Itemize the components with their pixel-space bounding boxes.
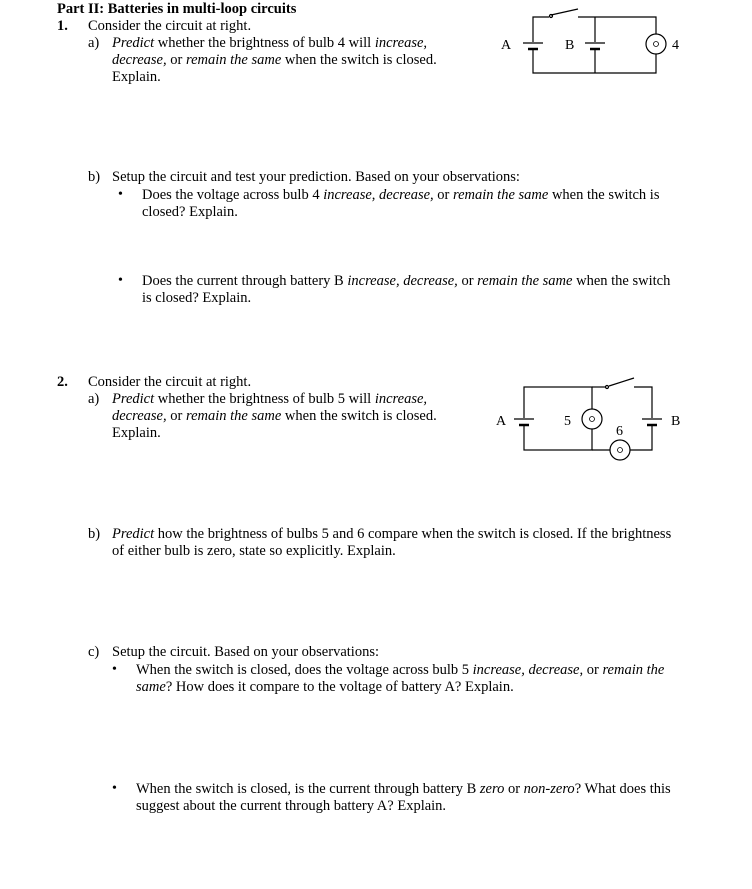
q2b-label: b) bbox=[88, 526, 101, 542]
switch-1-lever bbox=[551, 9, 578, 15]
question-1-intro: Consider the circuit at right. bbox=[88, 18, 252, 34]
switch-1-pivot bbox=[550, 15, 553, 18]
section-title: Part II: Batteries in multi-loop circuits bbox=[57, 1, 297, 17]
circuit-2-wire-switch-to-b bbox=[634, 387, 652, 419]
circuit-1-diagram bbox=[501, 9, 679, 73]
bulb-6-label: 6 bbox=[616, 424, 623, 439]
q2c-text: Setup the circuit. Based on your observations: bbox=[112, 644, 379, 660]
q2c-bullet-2-glyph: • bbox=[112, 781, 117, 796]
q2c-bullet-1-text: When the switch is closed, does the voltage across bulb 5 increase, decrease, or remain the same? How does it compare to the voltage of battery A? Explain. bbox=[136, 662, 665, 695]
bulb-6-icon bbox=[610, 440, 630, 460]
battery-b-2-label: B bbox=[671, 414, 681, 429]
circuit-2-diagram bbox=[496, 378, 680, 460]
q1b-bullet-1-glyph: • bbox=[118, 187, 123, 202]
question-2-number: 2. bbox=[57, 374, 68, 390]
q2c-bullet-2-text: When the switch is closed, is the current through battery B zero or non-zero? What does this suggest about the current through battery A? Explain. bbox=[136, 781, 671, 814]
battery-b-1-label: B bbox=[565, 38, 575, 53]
q1b-bullet-2-glyph: • bbox=[118, 273, 123, 288]
circuit-1-wire-left bbox=[533, 17, 549, 42]
bulb-4-filament bbox=[654, 42, 659, 47]
bulb-5-icon bbox=[582, 409, 602, 429]
q1a-label: a) bbox=[88, 35, 100, 51]
battery-a-2-label: A bbox=[496, 414, 507, 429]
q1b-bullet-2-text: Does the current through battery B increase, decrease, or remain the same when the switch is closed? Explain. bbox=[142, 273, 671, 306]
q2c-bullet-1-glyph: • bbox=[112, 662, 117, 677]
switch-2-lever bbox=[609, 378, 634, 386]
question-1-number: 1. bbox=[57, 18, 68, 34]
circuit-1-wire-top bbox=[578, 17, 656, 34]
bulb-4-label: 4 bbox=[672, 38, 679, 53]
bulb-5-label: 5 bbox=[564, 414, 571, 429]
q2a-label: a) bbox=[88, 391, 100, 407]
q2a-text: Predict whether the brightness of bulb 5 will increase, decrease, or remain the same when the switch is closed. Explain. bbox=[112, 391, 437, 441]
switch-2-pivot bbox=[606, 386, 609, 389]
q1b-text: Setup the circuit and test your prediction. Based on your observations: bbox=[112, 169, 520, 185]
question-2-intro: Consider the circuit at right. bbox=[88, 374, 252, 390]
q2b-text: Predict how the brightness of bulbs 5 and 6 compare when the switch is closed. If the brightness of either bulb is zero, state so explicitly. Explain. bbox=[112, 526, 672, 559]
q1b-bullet-1-text: Does the voltage across bulb 4 increase, decrease, or remain the same when the switch is closed? Explain. bbox=[142, 187, 660, 220]
q1b-label: b) bbox=[88, 169, 101, 185]
q2c-label: c) bbox=[88, 644, 100, 660]
battery-a-1-label: A bbox=[501, 38, 512, 53]
q1a-text: Predict whether the brightness of bulb 4 will increase, decrease, or remain the same when the switch is closed. Explain. bbox=[112, 35, 437, 85]
bulb-4-icon bbox=[646, 34, 666, 54]
